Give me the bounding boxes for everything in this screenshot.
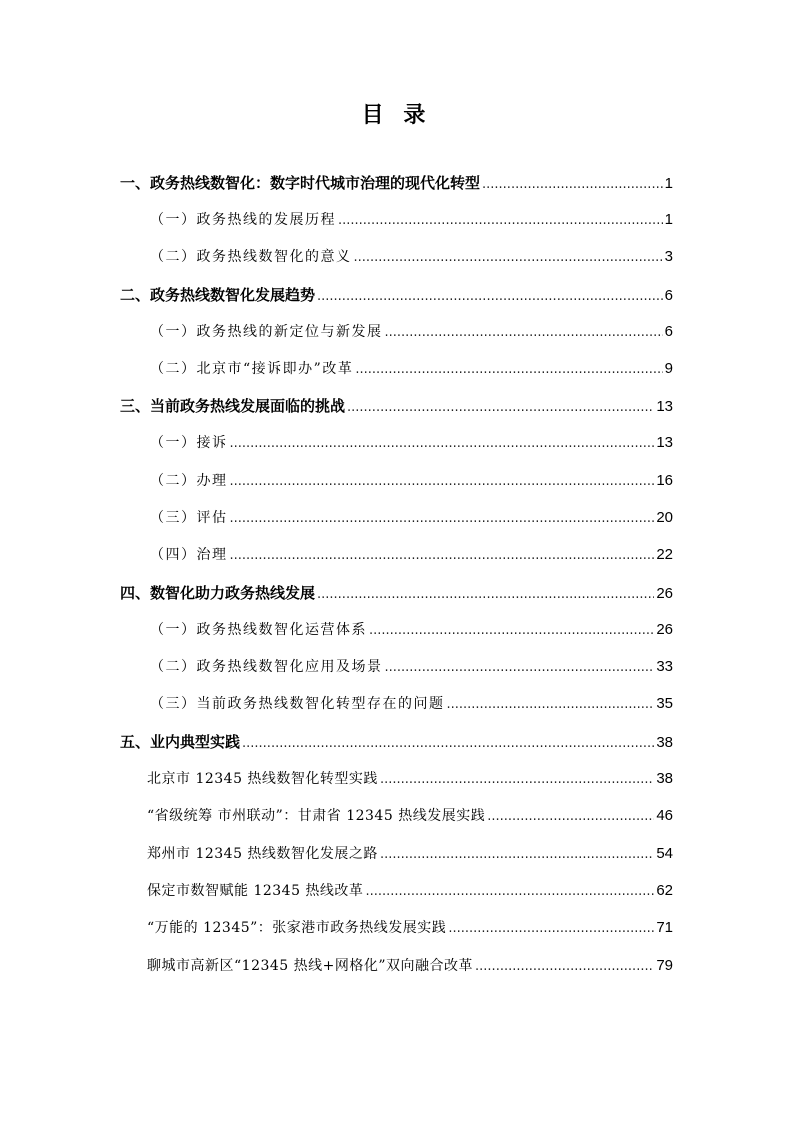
toc-dot-leader bbox=[338, 209, 663, 233]
toc-entry-title: （二）办理 bbox=[150, 473, 228, 489]
toc-entry[interactable] bbox=[150, 692, 673, 716]
toc-entry[interactable] bbox=[147, 879, 673, 903]
toc-dot-leader bbox=[447, 693, 655, 717]
toc-entry-page-number: 13 bbox=[656, 434, 673, 451]
toc-entry[interactable] bbox=[150, 357, 673, 381]
toc-entry[interactable] bbox=[147, 842, 673, 866]
toc-entry-title: 郑州市 12345 热线数智化发展之路 bbox=[147, 846, 378, 862]
toc-dot-leader bbox=[482, 173, 663, 197]
toc-entry-title: 聊城市高新区“12345 热线+网格化”双向融合改革 bbox=[147, 958, 474, 974]
toc-entry-title: （四）治理 bbox=[150, 547, 228, 563]
toc-entry-title: 五、业内典型实践 bbox=[120, 733, 241, 751]
toc-entry-page-number: 9 bbox=[664, 360, 673, 377]
toc-entry-page-number: 16 bbox=[656, 472, 673, 489]
toc-entry-page-number: 38 bbox=[656, 770, 673, 787]
toc-entry-title: （二）北京市“接诉即办”改革 bbox=[150, 361, 354, 377]
toc-dot-leader bbox=[380, 843, 654, 867]
toc-entry-title: 二、政务热线数智化发展趋势 bbox=[120, 286, 316, 304]
toc-entry[interactable] bbox=[150, 245, 673, 269]
toc-entry-page-number: 71 bbox=[656, 919, 673, 936]
toc-entry[interactable] bbox=[150, 543, 673, 567]
toc-entry[interactable] bbox=[150, 618, 673, 642]
toc-dot-leader bbox=[448, 917, 654, 941]
toc-entry[interactable] bbox=[120, 171, 673, 195]
toc-entry-title: （一）政务热线数智化运营体系 bbox=[150, 622, 367, 638]
toc-entry-title: （一）政务热线的发展历程 bbox=[150, 212, 336, 228]
toc-dot-leader bbox=[369, 619, 654, 643]
toc-dot-leader bbox=[230, 432, 655, 456]
toc-entry-title: （二）政务热线数智化的意义 bbox=[150, 249, 352, 265]
toc-entry-title: 三、当前政务热线发展面临的挑战 bbox=[120, 397, 346, 415]
toc-dot-leader bbox=[365, 880, 654, 904]
toc-entry-title: （三）当前政务热线数智化转型存在的问题 bbox=[150, 696, 445, 712]
toc-entry[interactable] bbox=[150, 655, 673, 679]
toc-entry-page-number: 3 bbox=[664, 248, 673, 265]
toc-entry-page-number: 20 bbox=[656, 509, 673, 526]
toc-dot-leader bbox=[317, 583, 654, 607]
toc-entry-title: “省级统筹 市州联动”：甘肃省 12345 热线发展实践 bbox=[147, 808, 486, 824]
toc-dot-leader bbox=[242, 732, 654, 756]
toc-entry-page-number: 54 bbox=[656, 845, 673, 862]
toc-dot-leader bbox=[354, 246, 663, 270]
toc-entry[interactable] bbox=[147, 767, 673, 791]
toc-entry-page-number: 1 bbox=[664, 211, 673, 228]
toc-entry-page-number: 1 bbox=[664, 175, 673, 192]
toc-entry-title: （二）政务热线数智化应用及场景 bbox=[150, 659, 383, 675]
toc-entry-page-number: 6 bbox=[664, 323, 673, 340]
toc-entry-page-number: 35 bbox=[656, 695, 673, 712]
toc-entry-page-number: 33 bbox=[656, 658, 673, 675]
toc-entry[interactable] bbox=[150, 208, 673, 232]
toc-entry[interactable] bbox=[150, 320, 673, 344]
toc-entry-page-number: 22 bbox=[656, 546, 673, 563]
toc-dot-leader bbox=[230, 470, 655, 494]
toc-dot-leader bbox=[487, 805, 654, 829]
toc-entry[interactable] bbox=[120, 581, 673, 605]
toc-dot-leader bbox=[347, 396, 654, 420]
toc-entry[interactable] bbox=[150, 506, 673, 530]
toc-entry[interactable] bbox=[147, 954, 673, 978]
toc-dot-leader bbox=[385, 656, 655, 680]
page-title: 目 录 bbox=[361, 103, 432, 128]
toc-entry[interactable] bbox=[150, 469, 673, 493]
toc-entry-page-number: 6 bbox=[664, 287, 673, 304]
toc-dot-leader bbox=[230, 507, 655, 531]
toc-dot-leader bbox=[385, 321, 663, 345]
toc-entry-title: 北京市 12345 热线数智化转型实践 bbox=[147, 771, 378, 787]
toc-entry[interactable] bbox=[147, 916, 673, 940]
toc-dot-leader bbox=[230, 544, 655, 568]
toc-entry[interactable] bbox=[150, 431, 673, 455]
toc-dot-leader bbox=[355, 358, 662, 382]
toc-dot-leader bbox=[317, 285, 663, 309]
toc-entry-page-number: 26 bbox=[656, 585, 673, 602]
toc-entry[interactable] bbox=[120, 730, 673, 754]
toc-entry-title: “万能的 12345”：张家港市政务热线发展实践 bbox=[147, 920, 447, 936]
toc-entry-page-number: 62 bbox=[656, 882, 673, 899]
toc-entry-title: （一）政务热线的新定位与新发展 bbox=[150, 324, 383, 340]
toc-entry-page-number: 79 bbox=[656, 957, 673, 974]
toc-dot-leader bbox=[380, 768, 654, 792]
toc-entry-title: 一、政务热线数智化：数字时代城市治理的现代化转型 bbox=[120, 174, 481, 192]
toc-dot-leader bbox=[475, 955, 654, 979]
toc-entry-page-number: 46 bbox=[656, 807, 673, 824]
toc-entry-title: （三）评估 bbox=[150, 510, 228, 526]
toc-entry-title: 保定市数智赋能 12345 热线改革 bbox=[147, 883, 364, 899]
toc-entry-title: （一）接诉 bbox=[150, 435, 228, 451]
toc-entry[interactable] bbox=[120, 283, 673, 307]
toc-entry-page-number: 38 bbox=[656, 734, 673, 751]
toc-entry[interactable] bbox=[120, 394, 673, 418]
toc-entry-page-number: 26 bbox=[656, 621, 673, 638]
toc-entry-page-number: 13 bbox=[656, 398, 673, 415]
toc-entry-title: 四、数智化助力政务热线发展 bbox=[120, 584, 316, 602]
toc-entry[interactable] bbox=[147, 804, 673, 828]
